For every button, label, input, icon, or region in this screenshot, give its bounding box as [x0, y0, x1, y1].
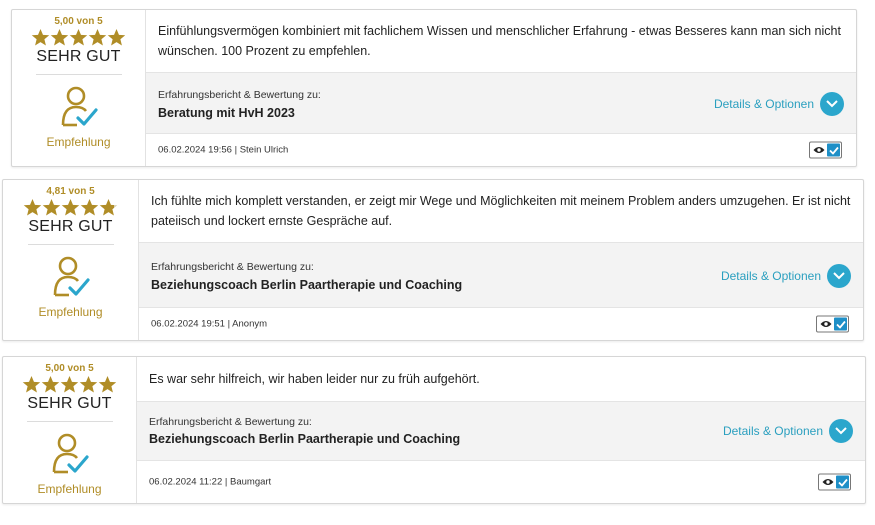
review-card [11, 9, 857, 167]
review-content [139, 180, 863, 340]
review-text: Es war sehr hilfreich, wir haben leider nur zu früh aufgehört. [149, 372, 480, 386]
details-options-button[interactable] [721, 264, 851, 288]
recommendation-person-check-icon [51, 255, 91, 299]
visible-checkbox[interactable] [827, 144, 840, 157]
chevron-down-icon[interactable] [829, 419, 853, 443]
details-options-label: Details & Optionen [720, 269, 821, 283]
star-rating [31, 28, 126, 47]
star-icon [99, 198, 118, 217]
review-subject-box [137, 401, 865, 461]
subject-value: Beratung mit HvH 2023 [158, 106, 295, 120]
subject-label: Erfahrungsbericht & Bewertung zu: [151, 261, 314, 273]
chevron-down-icon[interactable] [820, 92, 844, 116]
star-icon [22, 375, 41, 394]
star-icon [42, 198, 61, 217]
subject-label: Erfahrungsbericht & Bewertung zu: [149, 416, 312, 428]
review-text: Einfühlungsvermögen kombiniert mit fachlichem Wissen und menschlicher Erfahrung - etwas Besseres kann man sich nicht wünschen. 100 Prozent zu empfehlen. [158, 24, 841, 58]
review-subject-box [146, 72, 856, 134]
grade-label: SEHR GUT [27, 395, 112, 412]
recommendation-label: Empfehlung [38, 305, 103, 319]
score-text: 5,00 von 5 [54, 16, 103, 27]
rating-panel [12, 10, 146, 166]
star-rating [23, 198, 118, 217]
star-icon [107, 28, 126, 47]
eye-icon [813, 146, 825, 155]
details-options-label: Details & Optionen [722, 424, 823, 438]
subject-value: Beziehungscoach Berlin Paartherapie und Coaching [151, 278, 463, 292]
star-icon [79, 375, 98, 394]
visibility-toggle[interactable] [816, 316, 849, 333]
review-text-area [139, 180, 863, 242]
star-rating [22, 375, 117, 394]
review-content [146, 10, 856, 166]
review-text-area [146, 10, 856, 72]
eye-icon [820, 320, 832, 329]
grade-label: SEHR GUT [28, 218, 113, 235]
divider [27, 421, 113, 422]
recommendation-label: Empfehlung [37, 482, 102, 496]
rating-panel [3, 180, 139, 340]
review-meta: 06.02.2024 19:51 | Anonym [151, 318, 268, 330]
review-footer [137, 461, 865, 503]
review-meta: 06.02.2024 11:22 | Baumgart [149, 476, 272, 488]
details-options-button[interactable] [714, 92, 844, 116]
star-icon [80, 198, 99, 217]
recommendation-person-check-icon [59, 85, 99, 129]
review-content [137, 357, 865, 503]
star-icon [98, 375, 117, 394]
review-subject-box [139, 242, 863, 308]
divider [28, 244, 114, 245]
star-icon [69, 28, 88, 47]
star-icon [88, 28, 107, 47]
review-card [2, 356, 866, 504]
review-footer [139, 308, 863, 340]
visibility-toggle[interactable] [818, 474, 851, 491]
star-icon [50, 28, 69, 47]
eye-icon [822, 478, 834, 487]
review-meta: 06.02.2024 19:56 | Stein Ulrich [158, 144, 289, 156]
chevron-down-icon[interactable] [827, 264, 851, 288]
divider [36, 74, 122, 75]
star-icon [61, 198, 80, 217]
details-options-label: Details & Optionen [713, 97, 814, 111]
star-icon [41, 375, 60, 394]
star-icon [60, 375, 79, 394]
subject-label: Erfahrungsbericht & Bewertung zu: [158, 89, 321, 101]
recommendation-label: Empfehlung [46, 135, 111, 149]
visible-checkbox[interactable] [836, 476, 849, 489]
review-footer [146, 134, 856, 166]
star-icon [23, 198, 42, 217]
recommendation-person-check-icon [50, 432, 90, 476]
subject-value: Beziehungscoach Berlin Paartherapie und Coaching [149, 432, 461, 446]
visibility-toggle[interactable] [809, 142, 842, 159]
review-text-area [137, 357, 865, 401]
review-card [2, 179, 864, 341]
star-icon [31, 28, 50, 47]
score-text: 5,00 von 5 [45, 363, 94, 374]
review-text: Ich fühlte mich komplett verstanden, er zeigt mir Wege und Möglichkeiten mit meinem Problem anders umzugehen. Er ist nicht pateiisch und lockert ernste Gespräche auf. [151, 194, 851, 228]
details-options-button[interactable] [723, 419, 853, 443]
rating-panel [3, 357, 137, 503]
score-text: 4,81 von 5 [46, 186, 95, 197]
grade-label: SEHR GUT [36, 48, 121, 65]
visible-checkbox[interactable] [834, 318, 847, 331]
